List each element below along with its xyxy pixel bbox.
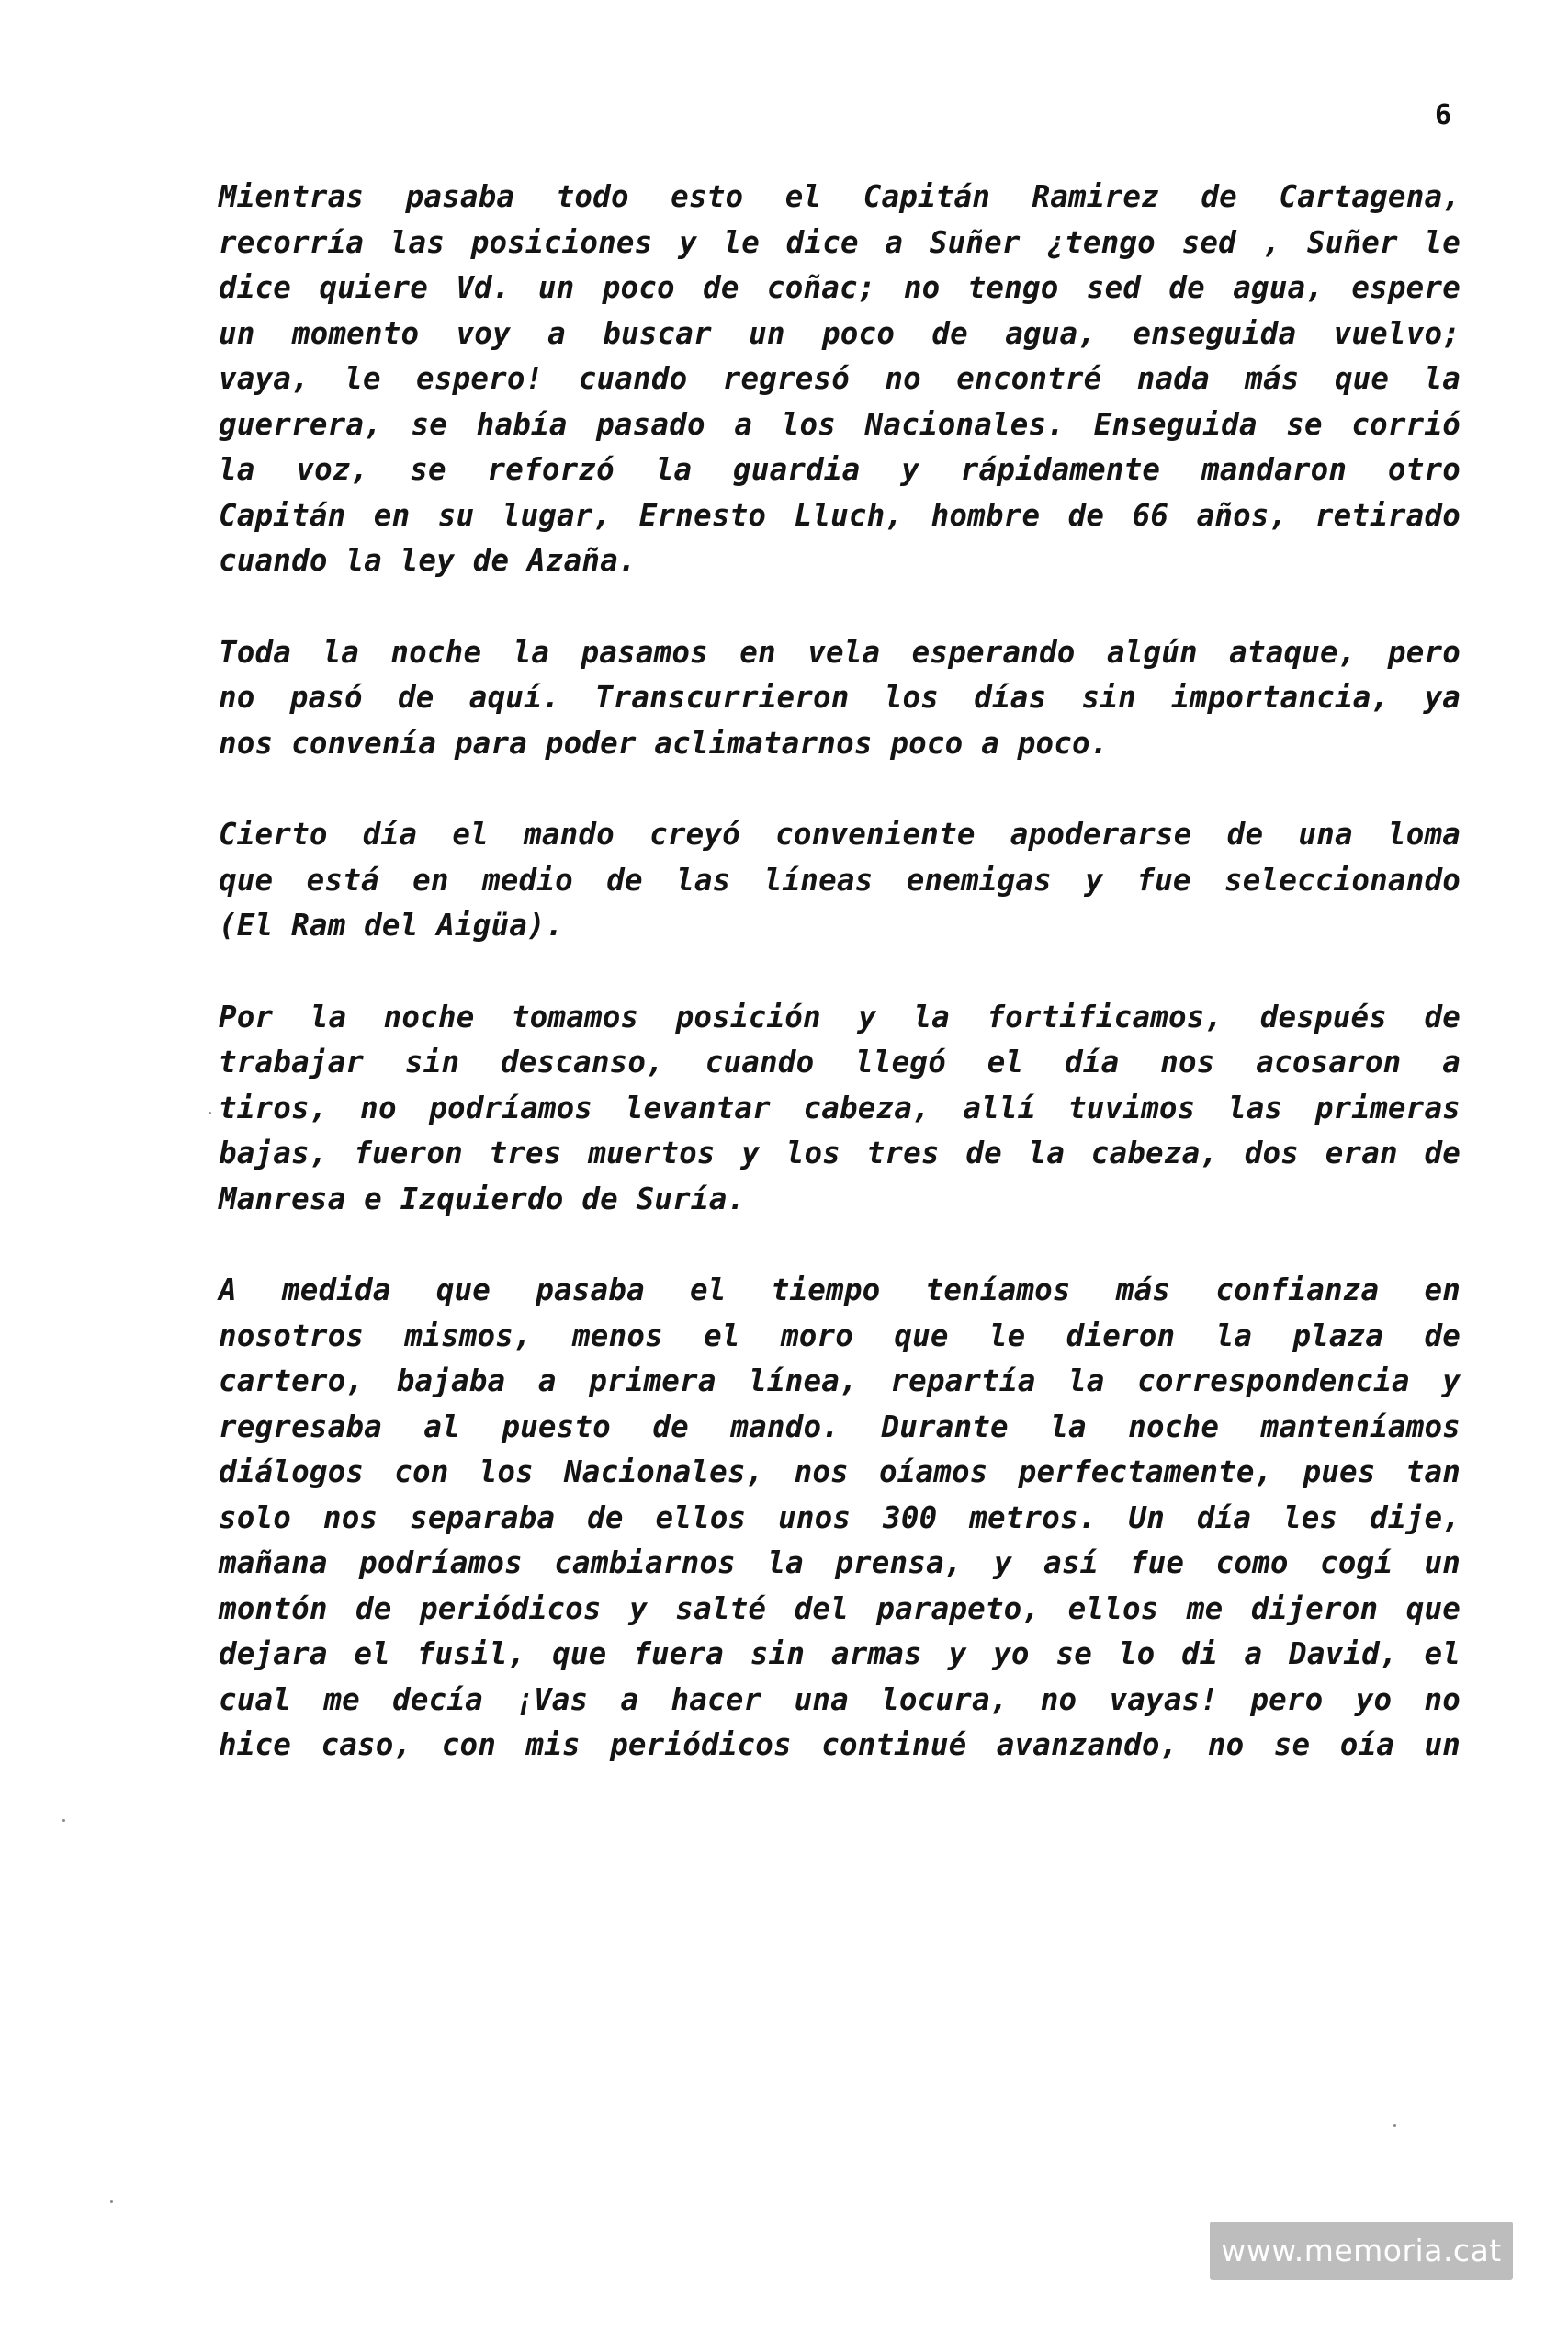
- text-line: un momento voy a buscar un poco de agua, enseguida vuelvo;: [219, 315, 1461, 351]
- scan-speck: [209, 1112, 211, 1114]
- paragraph: [219, 630, 1459, 767]
- paragraph: [219, 812, 1459, 949]
- text-line: A medida que pasaba el tiempo teníamos más confianza en: [219, 1272, 1461, 1307]
- text-line: diálogos con los Nacionales, nos oíamos perfectamente, pues tan: [219, 1454, 1461, 1489]
- text-line: (El Ram del Aigüa).: [219, 908, 564, 943]
- text-line: dejara el fusil, que fuera sin armas y yo se lo di a David, el: [219, 1636, 1461, 1671]
- text-line: no pasó de aquí. Transcurrieron los días sin importancia, ya: [219, 680, 1461, 715]
- text-line: Mientras pasaba todo esto el Capitán Ramirez de Cartagena,: [219, 179, 1461, 214]
- paragraph: [219, 1268, 1459, 1769]
- text-line: regresaba al puesto de mando. Durante la noche manteníamos: [219, 1408, 1461, 1444]
- paragraph: [219, 175, 1459, 584]
- text-line: mañana podríamos cambiarnos la prensa, y así fue como cogí un: [219, 1545, 1461, 1580]
- scan-speck: [1393, 2124, 1396, 2127]
- text-line: Por la noche tomamos posición y la fortificamos, después de: [219, 999, 1461, 1035]
- text-line: Toda la noche la pasamos en vela esperando algún ataque, pero: [219, 634, 1461, 670]
- text-line: hice caso, con mis periódicos continué avanzando, no se oía un: [219, 1727, 1461, 1762]
- text-line: nosotros mismos, menos el moro que le dieron la plaza de: [219, 1317, 1461, 1353]
- text-line: cartero, bajaba a primera línea, repartía la correspondencia y: [219, 1363, 1461, 1398]
- text-line: recorría las posiciones y le dice a Suñer ¿tengo sed , Suñer le: [219, 224, 1461, 260]
- text-line: Cierto día el mando creyó conveniente apoderarse de una loma: [219, 817, 1461, 852]
- text-line: dice quiere Vd. un poco de coñac; no tengo sed de agua, espere: [219, 270, 1461, 305]
- text-line: nos convenía para poder aclimatarnos poco a poco.: [219, 725, 1109, 761]
- text-line: la voz, se reforzó la guardia y rápidamente mandaron otro: [219, 452, 1461, 487]
- text-line: tiros, no podríamos levantar cabeza, allí tuvimos las primeras: [219, 1090, 1461, 1125]
- text-line: Manresa e Izquierdo de Suría.: [219, 1181, 746, 1216]
- text-line: cual me decía ¡Vas a hacer una locura, no vayas! pero yo no: [219, 1681, 1461, 1717]
- text-line: guerrera, se había pasado a los Nacionales. Enseguida se corrió: [219, 406, 1461, 442]
- page-number: 6: [1435, 99, 1452, 131]
- text-line: que está en medio de las líneas enemigas y fue seleccionando: [219, 862, 1461, 898]
- text-line: montón de periódicos y salté del parapeto, ellos me dijeron que: [219, 1590, 1461, 1626]
- text-line: cuando la ley de Azaña.: [219, 543, 637, 578]
- text-line: Capitán en su lugar, Ernesto Lluch, hombre de 66 años, retirado: [219, 497, 1461, 533]
- scan-speck: [110, 2200, 113, 2203]
- body-text: [219, 175, 1459, 1815]
- paragraph: [219, 995, 1459, 1223]
- text-line: bajas, fueron tres muertos y los tres de la cabeza, dos eran de: [219, 1136, 1461, 1170]
- text-line: solo nos separaba de ellos unos 300 metros. Un día les dije,: [219, 1499, 1461, 1535]
- watermark-badge: www.memoria.cat: [1210, 2222, 1513, 2280]
- scan-speck: [62, 1819, 65, 1822]
- text-line: trabajar sin descanso, cuando llegó el día nos acosaron a: [219, 1045, 1461, 1080]
- text-line: vaya, le espero! cuando regresó no encontré nada más que la: [219, 361, 1461, 396]
